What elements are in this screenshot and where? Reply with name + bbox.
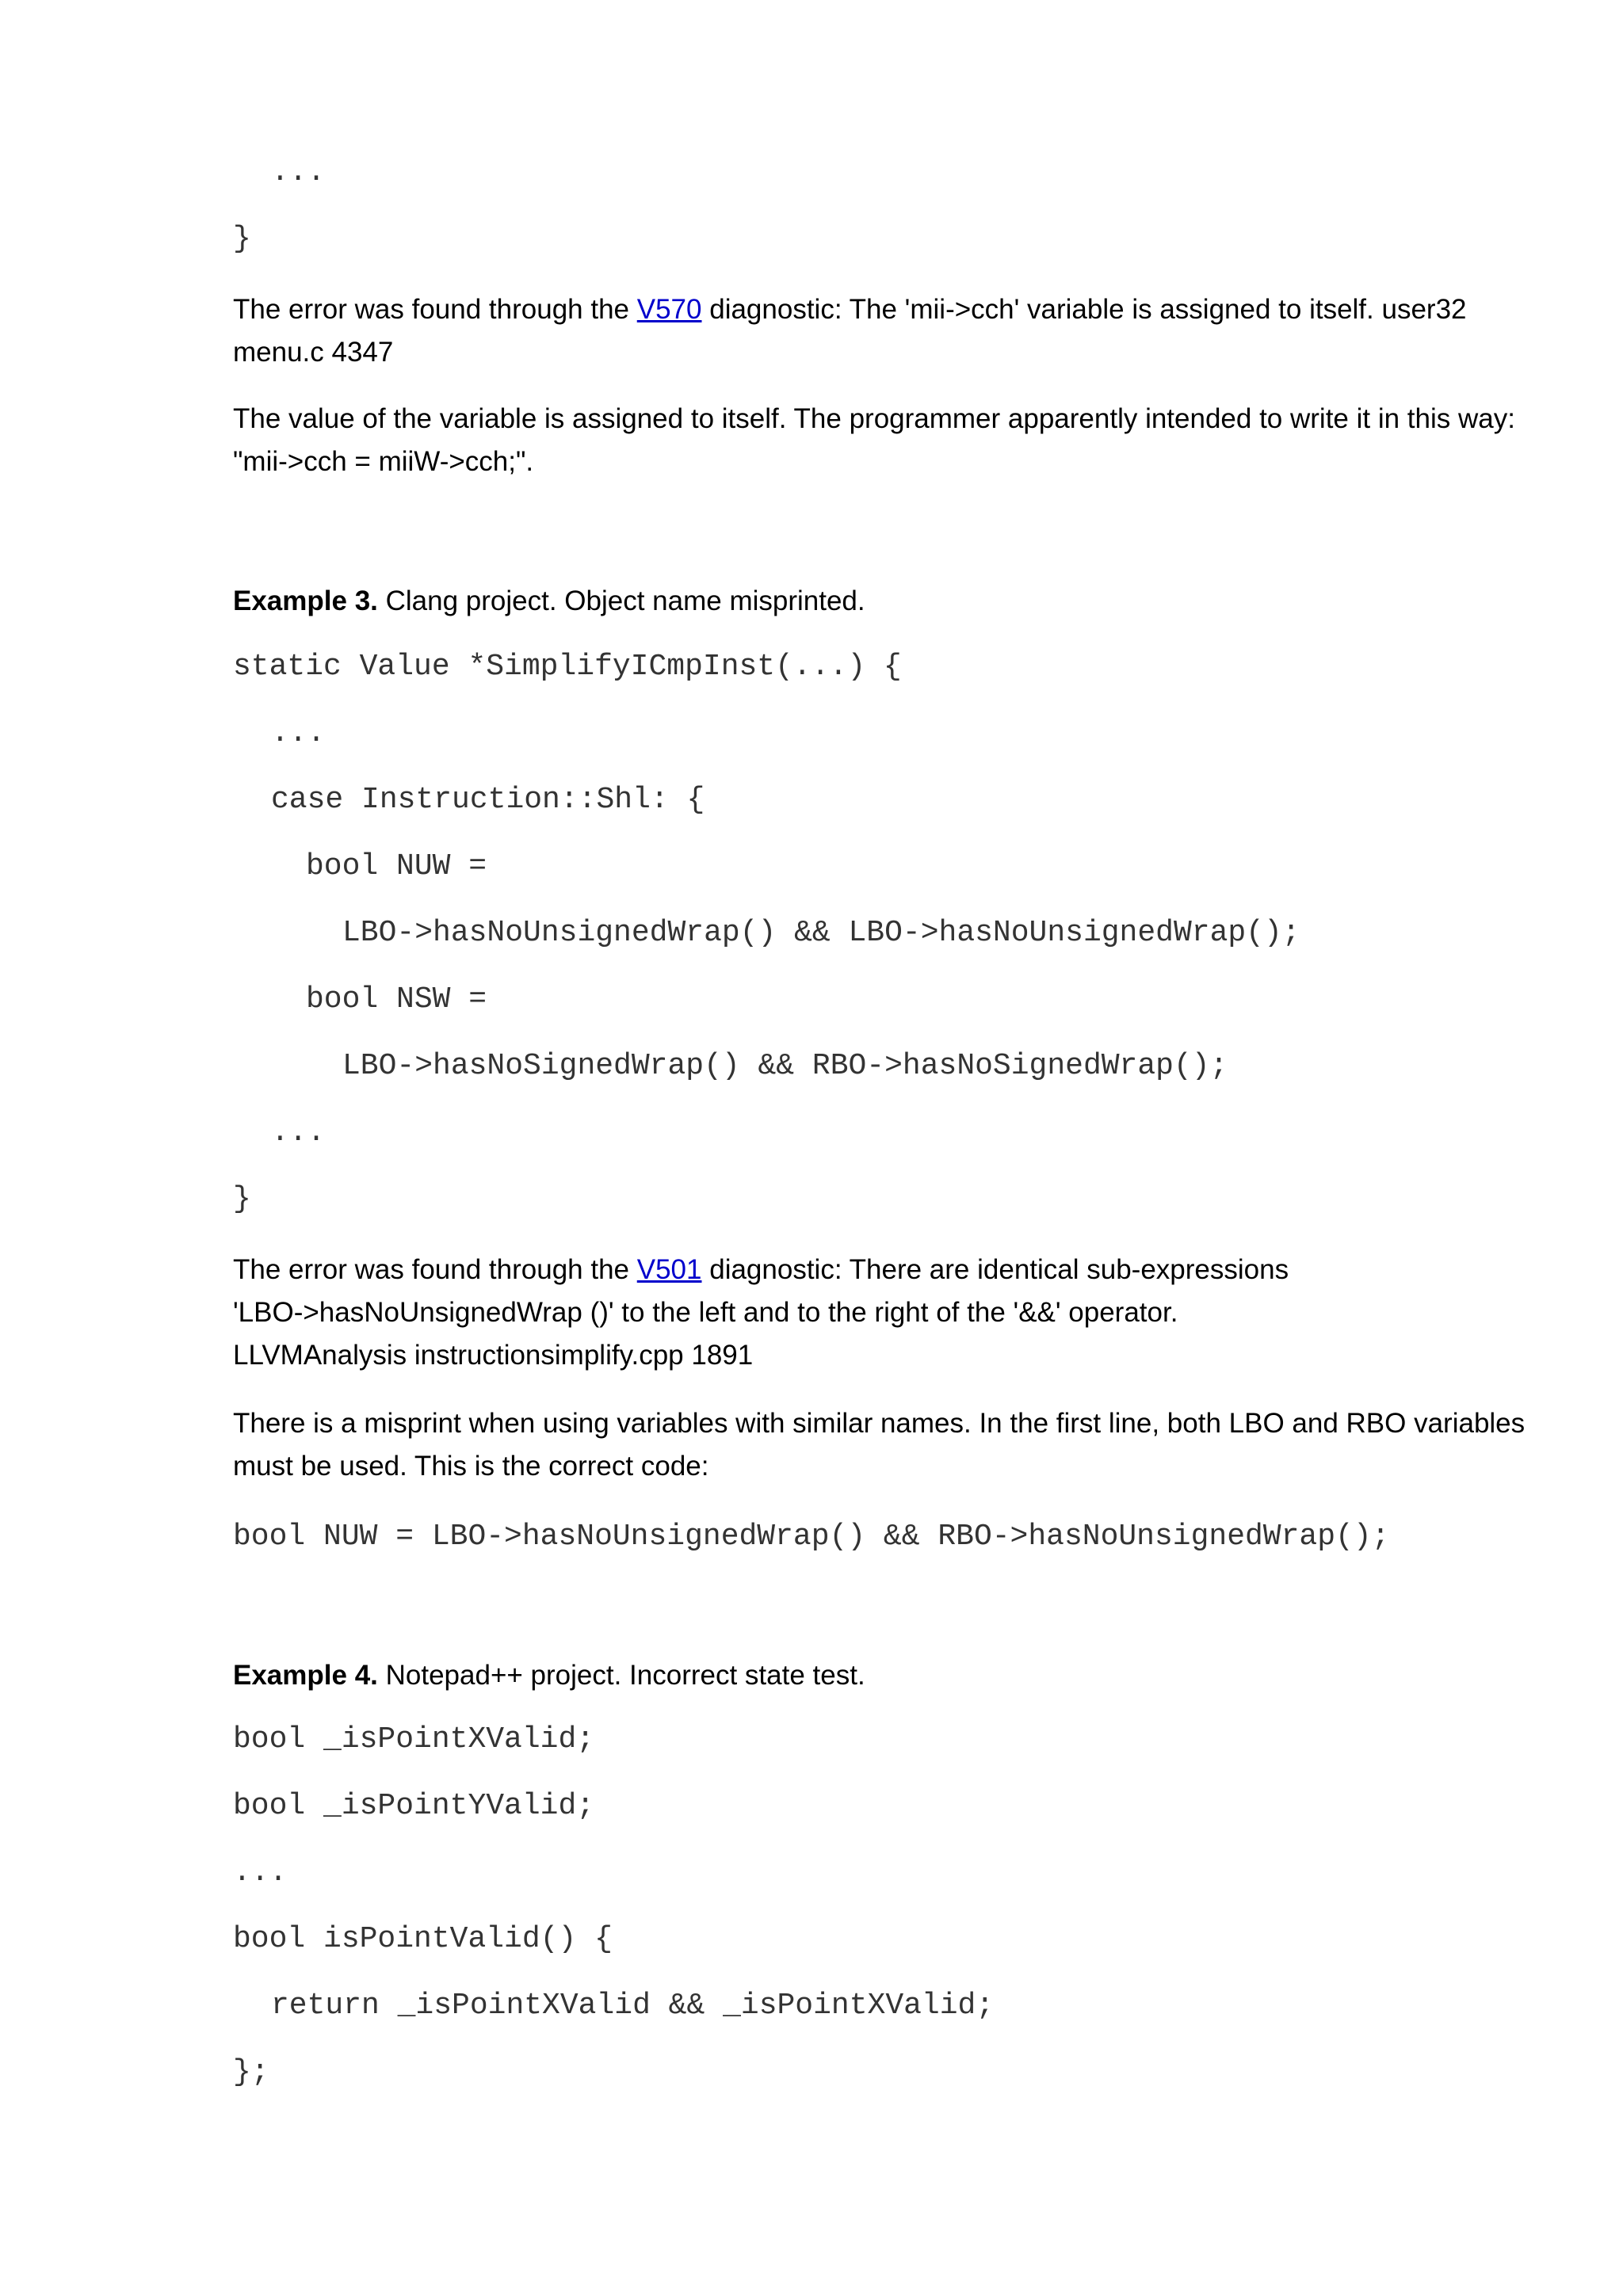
paragraph-text: The error was found through the: [233, 1254, 637, 1285]
code-line: };: [233, 2055, 269, 2089]
example-4-heading: [233, 1654, 1533, 1697]
code-line: LBO->hasNoUnsignedWrap() && LBO->hasNoUnsignedWrap();: [342, 916, 1300, 950]
example-label: Example 3.: [233, 585, 378, 616]
code-line: return _isPointXValid && _isPointXValid;: [271, 1989, 995, 2023]
paragraph-text: diagnostic: The 'mii->cch' variable is assigned to itself. user32 menu.c 4347: [233, 294, 1467, 368]
example-3-heading: [233, 580, 1533, 623]
code-line: bool _isPointXValid;: [233, 1722, 595, 1756]
example-label: Example 4.: [233, 1660, 378, 1691]
code-line: static Value *SimplifyICmpInst(...) {: [233, 650, 902, 684]
code-line: bool _isPointYValid;: [233, 1789, 595, 1823]
code-line: bool isPointValid() {: [233, 1922, 613, 1956]
code-line: ...: [271, 716, 326, 750]
paragraph-v570: [233, 288, 1533, 374]
code-line: bool NUW =: [306, 849, 487, 883]
code-line: ...: [233, 1855, 288, 1890]
paragraph-explanation: The value of the variable is assigned to itself. The programmer apparently intended to write it in this way: "mii->cch = miiW->cch;".: [233, 403, 1515, 477]
example-title: Notepad++ project. Incorrect state test.: [377, 1660, 865, 1691]
v570-link[interactable]: V570: [636, 294, 702, 325]
paragraph-text: The error was found through the: [233, 294, 637, 325]
code-line: ...: [271, 155, 326, 189]
code-line: }: [233, 222, 251, 256]
v501-link[interactable]: V501: [636, 1254, 702, 1285]
code-line-fix: bool NUW = LBO->hasNoUnsignedWrap() && RBO->hasNoUnsignedWrap();: [233, 1520, 1390, 1554]
code-line: ...: [271, 1116, 326, 1150]
code-line: LBO->hasNoSignedWrap() && RBO->hasNoSignedWrap();: [342, 1049, 1228, 1083]
code-line: }: [233, 1182, 251, 1216]
paragraph-v501: [233, 1249, 1358, 1377]
paragraph-text: diagnostic: There are identical sub-expressions 'LBO->hasNoUnsignedWrap ()' to the left and to the right of the '&&' operator. LLVMAnalysis instructionsimplify.cpp 1891: [233, 1254, 1289, 1371]
code-line: bool NSW =: [306, 982, 487, 1016]
example-title: Clang project. Object name misprinted.: [377, 585, 865, 616]
code-line: case Instruction::Shl: {: [271, 783, 705, 817]
paragraph-misprint: There is a misprint when using variables with similar names. In the first line, both LBO and RBO variables must be used. This is the correct code:: [233, 1408, 1526, 1482]
